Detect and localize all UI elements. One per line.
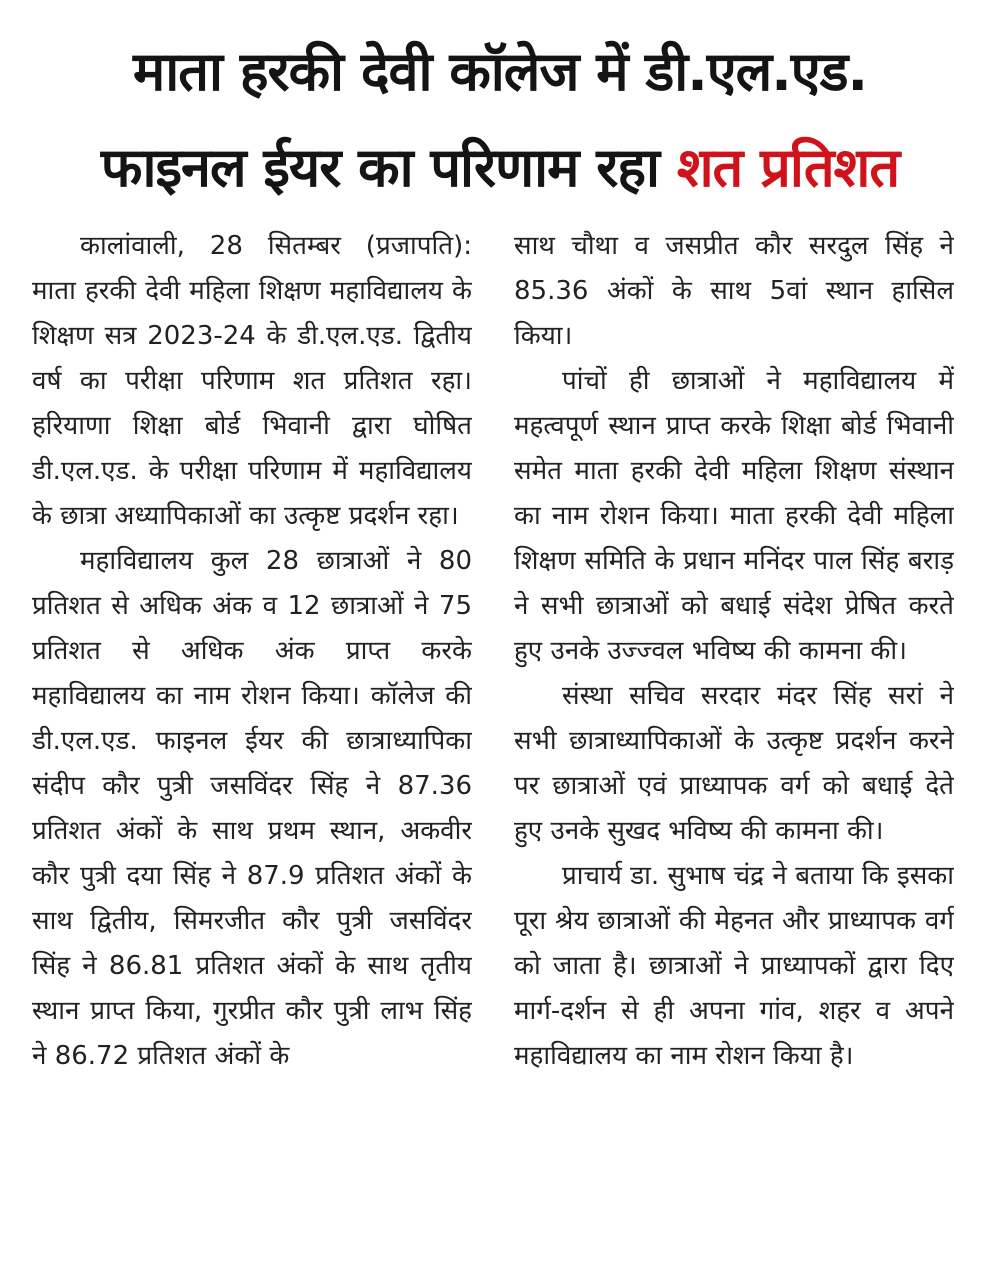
article-paragraph-continued: साथ चौथा व जसप्रीत कौर सरदुल सिंह ने 85.36 अंकों के साथ 5वां स्थान हासिल किया। xyxy=(514,231,954,351)
headline-line-2 xyxy=(0,130,1000,206)
headline-line-2-main: फाइनल ईयर का परिणाम रहा xyxy=(100,136,659,199)
article-column-right xyxy=(514,224,954,1264)
article-paragraph: प्राचार्य डा. सुभाष चंद्र ने बताया कि इसका पूरा श्रेय छात्राओं की मेहनत और प्राध्यापक वर्ग को जाता है। छात्राओं ने प्राध्यापकों द्वारा दिए मार्ग-दर्शन से ही अपना गांव, शहर व अपने महाविद्यालय का नाम रोशन किया है। xyxy=(514,861,954,1071)
headline-line-1: माता हरकी देवी कॉलेज में डी.एल.एड. xyxy=(132,40,868,103)
article-column-left xyxy=(32,224,472,1264)
article-paragraph: महाविद्यालय कुल 28 छात्राओं ने 80 प्रतिशत से अधिक अंक व 12 छात्राओं ने 75 प्रतिशत से अधिक अंक प्राप्त करके महाविद्यालय का नाम रोशन किया। कॉलेज की डी.एल.एड. फाइनल ईयर की छात्राध्यापिका संदीप कौर पुत्री जसविंदर सिंह ने 87.36 प्रतिशत अंकों के साथ प्रथम स्थान, अकवीर कौर पुत्री दया सिंह ने 87.9 प्रतिशत अंकों के साथ द्वितीय, सिमरजीत कौर पुत्री जसविंदर सिंह ने 86.81 प्रतिशत अंकों के साथ तृतीय स्थान प्राप्त किया, गुरप्रीत कौर पुत्री लाभ सिंह ने 86.72 प्रतिशत अंकों के xyxy=(32,546,472,1071)
article-paragraph: संस्था सचिव सरदार मंदर सिंह सरां ने सभी छात्राध्यापिकाओं के उत्कृष्ट प्रदर्शन करने पर छात्राओं एवं प्राध्यापक वर्ग को बधाई देते हुए उनके सुखद भविष्य की कामना की। xyxy=(514,681,954,846)
article-paragraph: पांचों ही छात्राओं ने महाविद्यालय में महत्वपूर्ण स्थान प्राप्त करके शिक्षा बोर्ड भिवानी समेत माता हरकी देवी महिला शिक्षण संस्थान का नाम रोशन किया। माता हरकी देवी महिला शिक्षण समिति के प्रधान मनिंदर पाल सिंह बराड़ ने सभी छात्राओं को बधाई संदेश प्रेषित करते हुए उनके उज्ज्वल भविष्य की कामना की। xyxy=(514,366,954,666)
article-paragraph: कालांवाली, 28 सितम्बर (प्रजापति): माता हरकी देवी महिला शिक्षण महाविद्यालय के शिक्षण सत्र 2023-24 के डी.एल.एड. द्वितीय वर्ष का परीक्षा परिणाम शत प्रतिशत रहा। हरियाणा शिक्षा बोर्ड भिवानी द्वारा घोषित डी.एल.एड. के परीक्षा परिणाम में महाविद्यालय के छात्रा अध्यापिकाओं का उत्कृष्ट प्रदर्शन रहा। xyxy=(32,231,472,531)
headline-accent: शत प्रतिशत xyxy=(676,136,900,199)
